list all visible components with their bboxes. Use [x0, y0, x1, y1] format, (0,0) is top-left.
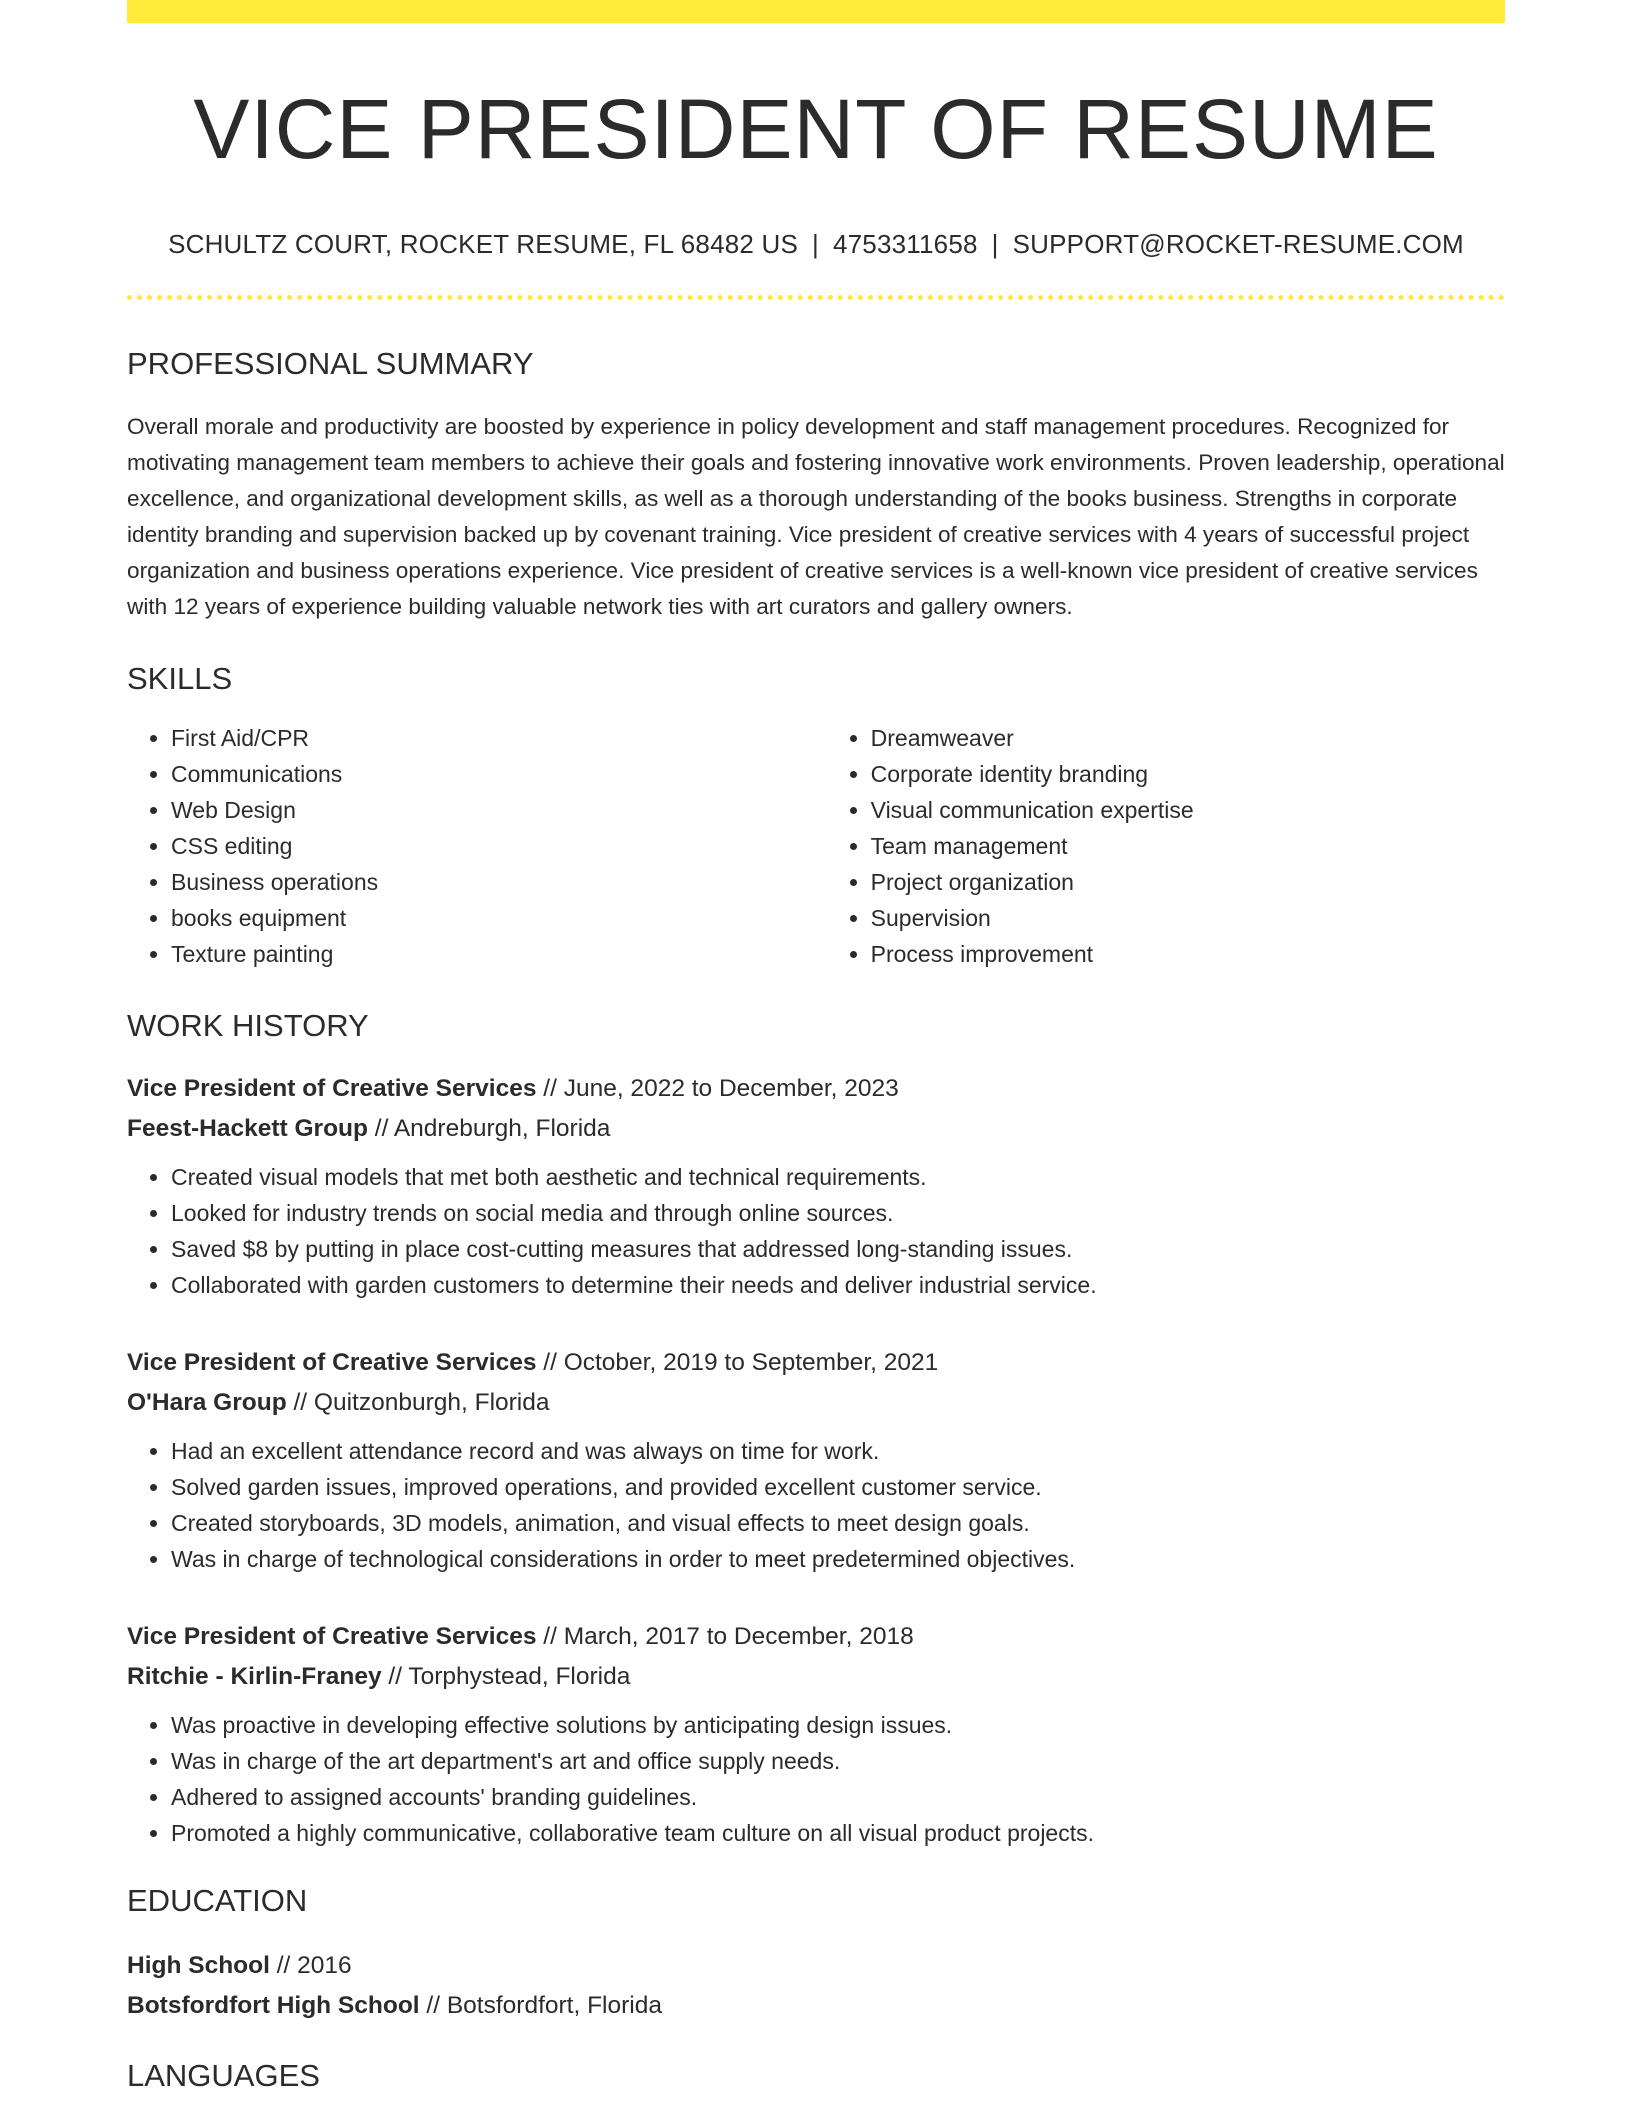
skill-item: • Web Design: [171, 792, 827, 828]
resume-page: [127, 0, 1505, 2094]
skills-heading: SKILLS: [127, 661, 233, 697]
accent-top-bar: [127, 0, 1505, 23]
job-bullets: [127, 1707, 1505, 1851]
contact-separator: |: [812, 229, 819, 260]
job-dates: // March, 2017 to December, 2018: [536, 1623, 914, 1651]
job-position: Vice President of Creative Services: [127, 1623, 537, 1651]
job-bullet: • Created storyboards, 3D models, animation, and visual effects to meet design goals.: [171, 1505, 1505, 1541]
skill-item: • Team management: [871, 828, 1505, 864]
skill-item: • books equipment: [171, 900, 827, 936]
skill-item: • Visual communication expertise: [871, 792, 1505, 828]
skill-item: • Communications: [171, 756, 827, 792]
education-school: Botsfordfort High School: [127, 1992, 420, 2020]
job-bullet: • Was proactive in developing effective solutions by anticipating design issues.: [171, 1707, 1505, 1743]
dotted-divider: [127, 295, 1505, 300]
contact-email: SUPPORT@ROCKET-RESUME.COM: [1012, 229, 1464, 260]
job-entry: [127, 1069, 1505, 1303]
contact-line: [127, 229, 1505, 260]
job-bullet: • Was in charge of technological considerations in order to meet predetermined objectives.: [171, 1541, 1505, 1577]
job-title-line: [127, 1343, 1505, 1383]
job-bullet: • Promoted a highly communicative, collaborative team culture on all visual product projects.: [171, 1815, 1505, 1851]
job-bullets: [127, 1159, 1505, 1303]
skill-item: • Dreamweaver: [871, 720, 1505, 756]
job-company: Ritchie - Kirlin-Franey: [127, 1663, 382, 1691]
job-bullet: • Looked for industry trends on social media and through online sources.: [171, 1195, 1505, 1231]
skills-column-left: [127, 720, 827, 972]
education-school-line: [127, 1986, 1505, 2026]
skill-item: • Supervision: [871, 900, 1505, 936]
job-bullet: • Collaborated with garden customers to determine their needs and deliver industrial service.: [171, 1267, 1505, 1303]
job-entry: [127, 1617, 1505, 1851]
education-heading: EDUCATION: [127, 1883, 308, 1919]
job-company-line: [127, 1383, 1505, 1423]
job-title-line: [127, 1069, 1505, 1109]
skill-item: • Project organization: [871, 864, 1505, 900]
job-position: Vice President of Creative Services: [127, 1075, 537, 1103]
job-dates: // October, 2019 to September, 2021: [536, 1349, 939, 1377]
skill-item: • Texture painting: [171, 936, 827, 972]
job-bullet: • Saved $8 by putting in place cost-cutting measures that addressed long-standing issues.: [171, 1231, 1505, 1267]
job-location: // Quitzonburgh, Florida: [286, 1389, 550, 1417]
job-location: // Torphystead, Florida: [381, 1663, 631, 1691]
skill-item: • First Aid/CPR: [171, 720, 827, 756]
education-degree-line: [127, 1946, 1505, 1986]
job-bullet: • Solved garden issues, improved operations, and provided excellent customer service.: [171, 1469, 1505, 1505]
work-history-heading: WORK HISTORY: [127, 1008, 369, 1044]
education-degree: High School: [127, 1952, 270, 1980]
education-year: // 2016: [269, 1952, 352, 1980]
education-entry: [127, 1946, 1505, 2026]
education-location: // Botsfordfort, Florida: [419, 1992, 662, 2020]
contact-separator: |: [991, 229, 999, 260]
job-dates: // June, 2022 to December, 2023: [536, 1075, 899, 1103]
resume-name-heading: VICE PRESIDENT OF RESUME: [193, 82, 1439, 176]
job-bullet: • Had an excellent attendance record and was always on time for work.: [171, 1433, 1505, 1469]
skill-item: • CSS editing: [171, 828, 827, 864]
skill-item: • Corporate identity branding: [871, 756, 1505, 792]
summary-text: Overall morale and productivity are boosted by experience in policy development and staff management procedures. Recognized for motivating management team members to achieve their goals and fostering innovative work environments. Proven leadership, operational excellence, and organizational development skills, as well as a thorough understanding of the books business. Strengths in corporate identity branding and supervision backed up by covenant training. Vice president of creative services with 4 years of successful project organization and business operations experience. Vice president of creative services is a well-known vice president of creative services with 12 years of experience building valuable network ties with art curators and gallery owners.: [127, 414, 1505, 620]
summary-heading: PROFESSIONAL SUMMARY: [127, 346, 534, 382]
job-bullet: • Was in charge of the art department's art and office supply needs.: [171, 1743, 1505, 1779]
job-company: O'Hara Group: [127, 1389, 287, 1417]
job-entry: [127, 1343, 1505, 1577]
job-title-line: [127, 1617, 1505, 1657]
job-bullets: [127, 1433, 1505, 1577]
job-position: Vice President of Creative Services: [127, 1349, 537, 1377]
job-company: Feest-Hackett Group: [127, 1115, 368, 1143]
contact-address: SCHULTZ COURT, ROCKET RESUME, FL 68482 US: [168, 229, 799, 260]
skills-column-right: [827, 720, 1505, 972]
languages-heading: LANGUAGES: [127, 2058, 320, 2094]
job-bullet: • Created visual models that met both aesthetic and technical requirements.: [171, 1159, 1505, 1195]
job-company-line: [127, 1109, 1505, 1149]
job-company-line: [127, 1657, 1505, 1697]
skill-item: • Business operations: [171, 864, 827, 900]
skills-list: [127, 720, 1505, 972]
job-bullet: • Adhered to assigned accounts' branding guidelines.: [171, 1779, 1505, 1815]
contact-phone: 4753311658: [832, 229, 978, 260]
job-location: // Andreburgh, Florida: [367, 1115, 611, 1143]
skill-item: • Process improvement: [871, 936, 1505, 972]
